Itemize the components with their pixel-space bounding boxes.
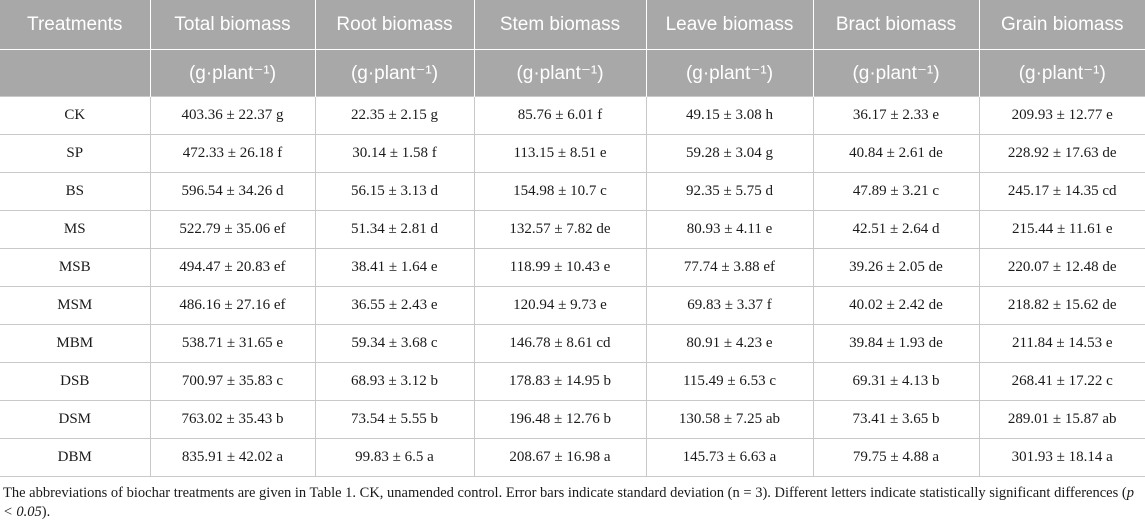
header-leave-biomass: Leave biomass <box>646 0 813 50</box>
table-row <box>0 135 1145 173</box>
cell-grain-biomass: 245.17 ± 14.35 cd <box>979 173 1145 211</box>
cell-stem-biomass: 208.67 ± 16.98 a <box>474 439 646 477</box>
table-row <box>0 211 1145 249</box>
cell-total-biomass: 472.33 ± 26.18 f <box>150 135 315 173</box>
table-footnote <box>3 484 1141 522</box>
cell-root-biomass: 68.93 ± 3.12 b <box>315 363 474 401</box>
cell-grain-biomass: 301.93 ± 18.14 a <box>979 439 1145 477</box>
cell-bract-biomass: 47.89 ± 3.21 c <box>813 173 979 211</box>
cell-treatment: CK <box>0 97 150 135</box>
cell-root-biomass: 56.15 ± 3.13 d <box>315 173 474 211</box>
cell-treatment: DSM <box>0 401 150 439</box>
cell-bract-biomass: 73.41 ± 3.65 b <box>813 401 979 439</box>
cell-treatment: MSB <box>0 249 150 287</box>
table-row <box>0 363 1145 401</box>
cell-leave-biomass: 92.35 ± 5.75 d <box>646 173 813 211</box>
cell-leave-biomass: 115.49 ± 6.53 c <box>646 363 813 401</box>
cell-bract-biomass: 79.75 ± 4.88 a <box>813 439 979 477</box>
cell-stem-biomass: 146.78 ± 8.61 cd <box>474 325 646 363</box>
footnote-p-value: p < 0.05 <box>3 485 1134 520</box>
cell-leave-biomass: 69.83 ± 3.37 f <box>646 287 813 325</box>
cell-total-biomass: 596.54 ± 34.26 d <box>150 173 315 211</box>
cell-leave-biomass: 59.28 ± 3.04 g <box>646 135 813 173</box>
table-row <box>0 287 1145 325</box>
cell-grain-biomass: 268.41 ± 17.22 c <box>979 363 1145 401</box>
cell-bract-biomass: 69.31 ± 4.13 b <box>813 363 979 401</box>
cell-root-biomass: 59.34 ± 3.68 c <box>315 325 474 363</box>
cell-stem-biomass: 118.99 ± 10.43 e <box>474 249 646 287</box>
cell-stem-biomass: 196.48 ± 12.76 b <box>474 401 646 439</box>
unit-row <box>0 50 1145 97</box>
cell-root-biomass: 38.41 ± 1.64 e <box>315 249 474 287</box>
cell-root-biomass: 30.14 ± 1.58 f <box>315 135 474 173</box>
cell-grain-biomass: 289.01 ± 15.87 ab <box>979 401 1145 439</box>
cell-stem-biomass: 132.57 ± 7.82 de <box>474 211 646 249</box>
cell-leave-biomass: 49.15 ± 3.08 h <box>646 97 813 135</box>
cell-bract-biomass: 40.84 ± 2.61 de <box>813 135 979 173</box>
cell-treatment: DSB <box>0 363 150 401</box>
cell-leave-biomass: 145.73 ± 6.63 a <box>646 439 813 477</box>
cell-bract-biomass: 39.84 ± 1.93 de <box>813 325 979 363</box>
cell-root-biomass: 51.34 ± 2.81 d <box>315 211 474 249</box>
cell-grain-biomass: 215.44 ± 11.61 e <box>979 211 1145 249</box>
table-header <box>0 0 1145 97</box>
cell-total-biomass: 763.02 ± 35.43 b <box>150 401 315 439</box>
footnote-closing: ). <box>41 504 51 520</box>
unit-grain-biomass: (g·plant⁻¹) <box>979 50 1145 97</box>
cell-stem-biomass: 85.76 ± 6.01 f <box>474 97 646 135</box>
cell-root-biomass: 22.35 ± 2.15 g <box>315 97 474 135</box>
cell-treatment: MBM <box>0 325 150 363</box>
cell-leave-biomass: 80.91 ± 4.23 e <box>646 325 813 363</box>
cell-grain-biomass: 209.93 ± 12.77 e <box>979 97 1145 135</box>
cell-bract-biomass: 40.02 ± 2.42 de <box>813 287 979 325</box>
cell-total-biomass: 494.47 ± 20.83 ef <box>150 249 315 287</box>
table-row <box>0 439 1145 477</box>
cell-bract-biomass: 36.17 ± 2.33 e <box>813 97 979 135</box>
cell-treatment: SP <box>0 135 150 173</box>
cell-total-biomass: 486.16 ± 27.16 ef <box>150 287 315 325</box>
cell-total-biomass: 522.79 ± 35.06 ef <box>150 211 315 249</box>
header-total-biomass: Total biomass <box>150 0 315 50</box>
cell-grain-biomass: 220.07 ± 12.48 de <box>979 249 1145 287</box>
cell-treatment: MS <box>0 211 150 249</box>
cell-stem-biomass: 178.83 ± 14.95 b <box>474 363 646 401</box>
cell-treatment: BS <box>0 173 150 211</box>
cell-root-biomass: 99.83 ± 6.5 a <box>315 439 474 477</box>
cell-grain-biomass: 211.84 ± 14.53 e <box>979 325 1145 363</box>
unit-leave-biomass: (g·plant⁻¹) <box>646 50 813 97</box>
header-row <box>0 0 1145 50</box>
cell-total-biomass: 403.36 ± 22.37 g <box>150 97 315 135</box>
cell-bract-biomass: 39.26 ± 2.05 de <box>813 249 979 287</box>
header-root-biomass: Root biomass <box>315 0 474 50</box>
unit-stem-biomass: (g·plant⁻¹) <box>474 50 646 97</box>
unit-bract-biomass: (g·plant⁻¹) <box>813 50 979 97</box>
cell-leave-biomass: 80.93 ± 4.11 e <box>646 211 813 249</box>
cell-total-biomass: 538.71 ± 31.65 e <box>150 325 315 363</box>
header-bract-biomass: Bract biomass <box>813 0 979 50</box>
cell-grain-biomass: 218.82 ± 15.62 de <box>979 287 1145 325</box>
cell-total-biomass: 835.91 ± 42.02 a <box>150 439 315 477</box>
table-row <box>0 249 1145 287</box>
cell-stem-biomass: 120.94 ± 9.73 e <box>474 287 646 325</box>
footnote-text: The abbreviations of biochar treatments are given in Table 1. CK, unamended control. Error bars indicate standard deviation (n = 3). Different letters indicate statistically significant differences ( <box>3 485 1127 501</box>
header-stem-biomass: Stem biomass <box>474 0 646 50</box>
cell-leave-biomass: 77.74 ± 3.88 ef <box>646 249 813 287</box>
table-body <box>0 97 1145 477</box>
cell-treatment: DBM <box>0 439 150 477</box>
table-row <box>0 173 1145 211</box>
unit-root-biomass: (g·plant⁻¹) <box>315 50 474 97</box>
cell-root-biomass: 73.54 ± 5.55 b <box>315 401 474 439</box>
cell-total-biomass: 700.97 ± 35.83 c <box>150 363 315 401</box>
cell-treatment: MSM <box>0 287 150 325</box>
table-row <box>0 97 1145 135</box>
unit-total-biomass: (g·plant⁻¹) <box>150 50 315 97</box>
cell-leave-biomass: 130.58 ± 7.25 ab <box>646 401 813 439</box>
cell-stem-biomass: 113.15 ± 8.51 e <box>474 135 646 173</box>
cell-root-biomass: 36.55 ± 2.43 e <box>315 287 474 325</box>
header-grain-biomass: Grain biomass <box>979 0 1145 50</box>
table-row <box>0 325 1145 363</box>
table-row <box>0 401 1145 439</box>
header-treatments: Treatments <box>0 0 150 50</box>
cell-stem-biomass: 154.98 ± 10.7 c <box>474 173 646 211</box>
cell-grain-biomass: 228.92 ± 17.63 de <box>979 135 1145 173</box>
unit-treatments <box>0 50 150 97</box>
cell-bract-biomass: 42.51 ± 2.64 d <box>813 211 979 249</box>
